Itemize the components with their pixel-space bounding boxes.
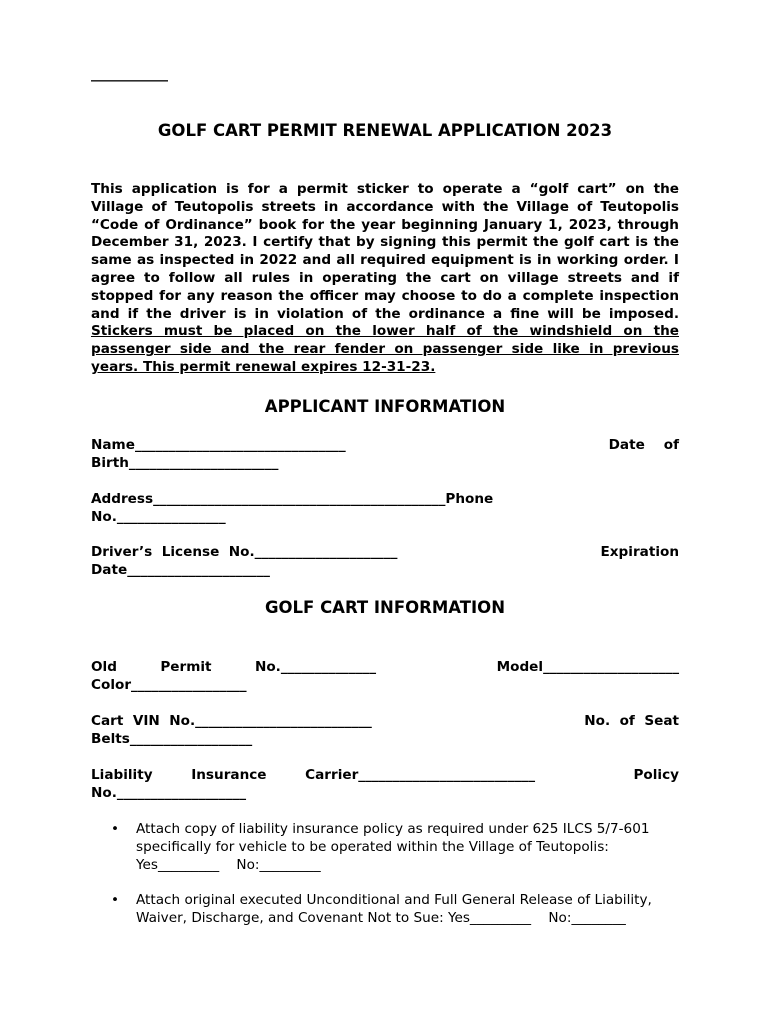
phone-blank: ________________	[116, 509, 226, 525]
expiration-label: Expiration	[600, 544, 679, 560]
dob-blank: ______________________	[128, 455, 279, 471]
bullet-icon: •	[111, 821, 120, 837]
model-blank: ____________________	[543, 659, 679, 675]
liability-policy-block	[91, 766, 679, 802]
color-field[interactable]	[91, 676, 679, 694]
list-item	[91, 820, 679, 874]
page-title: GOLF CART PERMIT RENEWAL APPLICATION 2023	[157, 121, 613, 140]
license-blank: _____________________	[254, 544, 398, 560]
attachment-text: Attach copy of liability insurance policy as required under 625 ILCS 5/7-601 specifically for vehicle to be operated within the Village of Teutopolis:	[136, 821, 650, 855]
license-field[interactable]	[91, 543, 397, 561]
bullet-icon: •	[111, 892, 120, 908]
liability-carrier-field[interactable]	[91, 766, 535, 784]
seat-belts-label: No. of Seat	[584, 713, 679, 729]
license-label: Driver’s License No.	[91, 544, 255, 560]
release-yes-no-field[interactable]: Attach original executed Unconditional and Full General Release of Liability, Waiver, Discharge, and Covenant Not to Sue: Yes_________ No:________	[136, 892, 657, 926]
vin-label: Cart VIN No.	[91, 713, 196, 729]
cart-heading: GOLF CART INFORMATION	[264, 598, 506, 617]
liability-label: Liability	[91, 767, 153, 783]
name-dob-field	[91, 436, 679, 472]
intro-text: This application is for a permit sticker to operate a “golf cart” on the Village of Teutopolis streets in accordance with the Village of Teutopolis “Code of Ordinance” book for the year beginning January 1, 2023, through December 31, 2023. I certify that by signing this permit the golf cart is the same as inspected in 2022 and all required equipment is in working order. I agree to follow all rules in operating the cart on village streets and if stopped for any reason the officer may choose to do a complete inspection and if the driver is in violation of the ordinance a fine will be imposed.	[91, 181, 679, 322]
carrier-label: Carrier	[305, 767, 359, 783]
expiration-blank: _____________________	[127, 562, 270, 578]
list-item	[91, 891, 679, 927]
expiration-date-label: Date	[91, 562, 128, 578]
name-label: Name	[91, 437, 135, 453]
color-label: Color	[91, 677, 132, 693]
phone-no-label: No.	[91, 509, 117, 525]
seat-belts-field[interactable]	[91, 730, 679, 748]
policy-no-field[interactable]	[91, 784, 679, 802]
dob-word-date: Date	[608, 437, 645, 453]
address-blank: ___________________________________________	[153, 491, 446, 507]
insurance-label: Insurance	[191, 767, 267, 783]
dob-label: Birth	[91, 455, 129, 471]
model-label: Model	[496, 659, 544, 675]
address-phone-field	[91, 490, 679, 526]
applicant-heading: APPLICANT INFORMATION	[264, 397, 506, 416]
dob-word-of: of	[663, 437, 679, 453]
policy-blank: ___________________	[116, 785, 247, 801]
name-field[interactable]	[91, 436, 346, 454]
intro-underlined-notice: Stickers must be placed on the lower half of the windshield on the passenger side and the rear fender on passenger side like in previous years. This permit renewal expires 12-31-23.	[91, 323, 679, 375]
address-field[interactable]	[91, 490, 445, 508]
expiration-field[interactable]	[91, 561, 679, 579]
dob-label-top	[609, 436, 679, 454]
policy-no-label: No.	[91, 785, 117, 801]
phone-field[interactable]	[91, 508, 679, 526]
name-blank: _______________________________	[134, 437, 346, 453]
vin-blank: __________________________	[195, 713, 372, 729]
permit-label: Permit	[160, 659, 212, 675]
old-permit-no-label: No.	[254, 659, 281, 675]
carrier-blank: __________________________	[358, 767, 535, 783]
old-label: Old	[91, 659, 117, 675]
vin-seat-block	[91, 712, 679, 748]
address-label: Address	[91, 491, 154, 507]
old-permit-model-block	[91, 658, 679, 694]
insurance-yes-no-field[interactable]: Yes_________ No:_________	[136, 857, 321, 873]
model-field[interactable]	[497, 658, 679, 676]
color-blank: _________________	[131, 677, 247, 693]
old-permit-field[interactable]	[91, 658, 376, 676]
phone-label: Phone	[445, 491, 494, 507]
policy-label: Policy	[633, 767, 679, 783]
dob-field[interactable]	[91, 454, 679, 472]
belts-label: Belts	[91, 731, 130, 747]
license-field-block	[91, 543, 679, 579]
vin-field[interactable]	[91, 712, 372, 730]
belts-blank: __________________	[129, 731, 253, 747]
attachment-list	[91, 820, 679, 944]
old-permit-blank: ______________	[280, 659, 376, 675]
top-blank-line: ___________	[91, 66, 168, 82]
intro-paragraph	[91, 181, 679, 377]
